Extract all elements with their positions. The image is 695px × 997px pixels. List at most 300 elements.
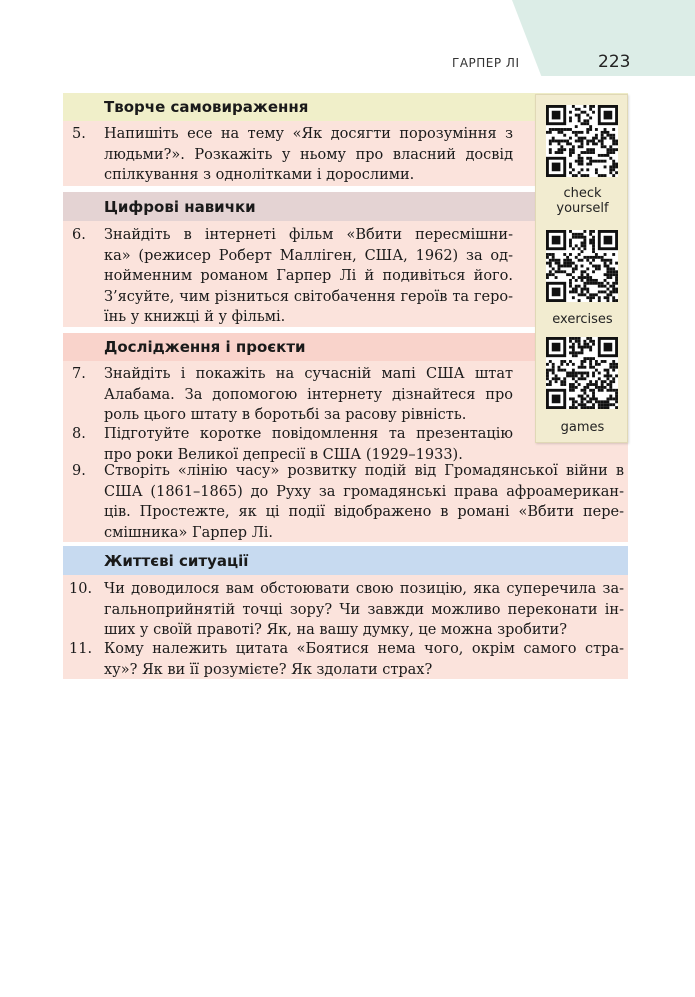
qr-module bbox=[572, 386, 575, 389]
qr-module bbox=[581, 351, 584, 354]
qr-module bbox=[592, 239, 595, 242]
text-line: ців. Простежте, як ці події відображено в романі «Вбити пере- bbox=[104, 504, 624, 520]
qr-module bbox=[612, 142, 615, 145]
qr-module bbox=[572, 148, 575, 151]
qr-module bbox=[604, 111, 613, 120]
qr-module bbox=[606, 288, 609, 291]
qr-module bbox=[615, 366, 618, 369]
qr-module bbox=[581, 242, 584, 245]
qr-label-games[interactable] bbox=[536, 420, 629, 435]
qr-module bbox=[569, 259, 572, 262]
qr-module bbox=[589, 128, 592, 131]
qr-module bbox=[583, 366, 586, 369]
qr-module bbox=[598, 140, 601, 143]
qr-module bbox=[592, 366, 595, 369]
qr-module bbox=[572, 383, 575, 386]
text-line: Кому належить цитата «Боятися нема чого, окрім самого стра- bbox=[104, 641, 624, 657]
qr-module bbox=[598, 285, 601, 288]
qr-module bbox=[592, 137, 595, 140]
qr-module bbox=[569, 374, 572, 377]
qr-module bbox=[595, 168, 598, 171]
qr-module bbox=[575, 337, 578, 340]
qr-module bbox=[604, 262, 607, 265]
qr-module bbox=[589, 397, 592, 400]
qr-module bbox=[563, 148, 566, 151]
qr-module bbox=[549, 265, 552, 268]
qr-module bbox=[569, 151, 572, 154]
qr-module bbox=[598, 406, 601, 409]
qr-module bbox=[604, 380, 607, 383]
qr-module bbox=[606, 265, 609, 268]
qr-code-icon[interactable] bbox=[546, 230, 618, 302]
qr-module bbox=[566, 128, 569, 131]
qr-module bbox=[575, 256, 578, 259]
qr-module bbox=[575, 288, 578, 291]
qr-module bbox=[549, 148, 552, 151]
qr-module bbox=[609, 145, 612, 148]
qr-module bbox=[615, 163, 618, 166]
qr-module bbox=[609, 134, 612, 137]
qr-module bbox=[555, 374, 558, 377]
qr-module bbox=[606, 369, 609, 372]
qr-module bbox=[586, 174, 589, 177]
qr-module bbox=[581, 131, 584, 134]
qr-module bbox=[601, 386, 604, 389]
qr-module bbox=[589, 293, 592, 296]
qr-module bbox=[581, 360, 584, 363]
qr-module bbox=[606, 259, 609, 262]
qr-label-check-yourself[interactable] bbox=[536, 186, 629, 216]
qr-module bbox=[601, 134, 604, 137]
qr-module bbox=[606, 151, 609, 154]
qr-module bbox=[609, 383, 612, 386]
qr-module bbox=[595, 386, 598, 389]
qr-module bbox=[546, 276, 549, 279]
qr-module bbox=[578, 351, 581, 354]
qr-module bbox=[578, 160, 581, 163]
qr-module bbox=[589, 366, 592, 369]
qr-module bbox=[578, 154, 581, 157]
qr-module bbox=[609, 386, 612, 389]
qr-module bbox=[581, 366, 584, 369]
qr-module bbox=[589, 148, 592, 151]
qr-module bbox=[558, 265, 561, 268]
task-text bbox=[104, 424, 513, 465]
qr-module bbox=[604, 296, 607, 299]
qr-module bbox=[575, 131, 578, 134]
qr-module bbox=[595, 267, 598, 270]
qr-module bbox=[604, 253, 607, 256]
qr-module bbox=[572, 267, 575, 270]
qr-module bbox=[615, 400, 618, 403]
qr-module bbox=[598, 372, 601, 375]
qr-module bbox=[592, 383, 595, 386]
qr-module bbox=[609, 276, 612, 279]
qr-module bbox=[589, 357, 592, 360]
qr-module bbox=[589, 340, 592, 343]
qr-module bbox=[581, 279, 584, 282]
qr-module bbox=[581, 346, 584, 349]
qr-module bbox=[583, 244, 586, 247]
qr-module bbox=[612, 285, 615, 288]
qr-module bbox=[595, 128, 598, 131]
qr-module bbox=[560, 151, 563, 154]
qr-module bbox=[604, 128, 607, 131]
qr-module bbox=[598, 386, 601, 389]
qr-module bbox=[612, 290, 615, 293]
qr-module bbox=[569, 290, 572, 293]
qr-module bbox=[612, 160, 615, 163]
section-header-life bbox=[63, 546, 628, 575]
qr-module bbox=[604, 259, 607, 262]
qr-module bbox=[592, 270, 595, 273]
qr-module bbox=[615, 389, 618, 392]
qr-module bbox=[578, 340, 581, 343]
qr-module bbox=[546, 262, 549, 265]
text-line: Напишіть есе на тему «Як досягти порозуміння з bbox=[104, 126, 513, 142]
task-text bbox=[104, 124, 513, 186]
qr-module bbox=[552, 343, 561, 352]
qr-module bbox=[572, 288, 575, 291]
qr-module bbox=[575, 380, 578, 383]
qr-module bbox=[575, 285, 578, 288]
qr-module bbox=[601, 383, 604, 386]
qr-module bbox=[604, 174, 607, 177]
qr-module bbox=[615, 397, 618, 400]
qr-module bbox=[592, 403, 595, 406]
qr-module bbox=[609, 389, 612, 392]
qr-module bbox=[601, 400, 604, 403]
qr-module bbox=[604, 374, 607, 377]
qr-module bbox=[606, 282, 609, 285]
qr-module bbox=[592, 397, 595, 400]
qr-module bbox=[572, 131, 575, 134]
qr-label-exercises[interactable] bbox=[536, 312, 629, 327]
qr-module bbox=[581, 250, 584, 253]
text-line: їнь у книжці й у фільмі. bbox=[104, 309, 286, 325]
qr-module bbox=[575, 160, 578, 163]
qr-module bbox=[575, 174, 578, 177]
qr-module bbox=[595, 253, 598, 256]
qr-module bbox=[581, 233, 584, 236]
qr-module bbox=[581, 270, 584, 273]
qr-module bbox=[583, 174, 586, 177]
qr-module bbox=[558, 128, 561, 131]
qr-module bbox=[589, 360, 592, 363]
qr-module bbox=[592, 160, 595, 163]
qr-module bbox=[578, 157, 581, 160]
qr-module bbox=[601, 403, 604, 406]
qr-module bbox=[606, 134, 609, 137]
qr-module bbox=[612, 140, 615, 143]
qr-module bbox=[586, 374, 589, 377]
qr-module bbox=[572, 377, 575, 380]
qr-code-exercises bbox=[546, 230, 618, 302]
qr-module bbox=[589, 346, 592, 349]
qr-module bbox=[595, 134, 598, 137]
qr-module bbox=[558, 151, 561, 154]
qr-module bbox=[581, 293, 584, 296]
qr-module bbox=[612, 377, 615, 380]
qr-module bbox=[552, 377, 555, 380]
qr-module bbox=[552, 259, 555, 262]
qr-module bbox=[583, 406, 586, 409]
text-line: Знайдіть в інтернеті фільм «Вбити пересмішни- bbox=[104, 227, 513, 243]
qr-module bbox=[575, 125, 578, 128]
qr-module bbox=[575, 114, 578, 117]
task-text bbox=[104, 461, 624, 543]
qr-module bbox=[595, 383, 598, 386]
qr-module bbox=[581, 259, 584, 262]
section-body-life bbox=[63, 575, 628, 679]
qr-module bbox=[555, 262, 558, 265]
qr-module bbox=[560, 131, 563, 134]
qr-module bbox=[586, 282, 589, 285]
qr-module bbox=[586, 372, 589, 375]
qr-module bbox=[586, 142, 589, 145]
qr-module bbox=[575, 233, 578, 236]
qr-module bbox=[583, 360, 586, 363]
qr-module bbox=[572, 369, 575, 372]
qr-module bbox=[604, 137, 607, 140]
qr-module bbox=[569, 397, 572, 400]
qr-module bbox=[592, 242, 595, 245]
qr-module bbox=[589, 363, 592, 366]
qr-module bbox=[586, 114, 589, 117]
qr-module bbox=[589, 230, 592, 233]
qr-module bbox=[606, 377, 609, 380]
qr-module bbox=[612, 273, 615, 276]
qr-module bbox=[569, 239, 572, 242]
text-line: ших у своїй правоті? Як, на вашу думку, це можна зробити? bbox=[104, 622, 567, 638]
qr-module bbox=[575, 140, 578, 143]
qr-module bbox=[581, 168, 584, 171]
qr-module bbox=[586, 383, 589, 386]
qr-module bbox=[572, 151, 575, 154]
qr-module bbox=[601, 259, 604, 262]
qr-module bbox=[592, 374, 595, 377]
qr-module bbox=[604, 290, 607, 293]
qr-module bbox=[601, 154, 604, 157]
qr-module bbox=[558, 140, 561, 143]
qr-module bbox=[578, 171, 581, 174]
qr-module bbox=[581, 377, 584, 380]
qr-module bbox=[569, 171, 572, 174]
qr-module bbox=[569, 282, 572, 285]
qr-module bbox=[615, 290, 618, 293]
qr-module bbox=[546, 383, 549, 386]
qr-module bbox=[569, 279, 572, 282]
qr-module bbox=[595, 400, 598, 403]
qr-module bbox=[578, 343, 581, 346]
qr-module bbox=[604, 406, 607, 409]
qr-module bbox=[581, 151, 584, 154]
qr-module bbox=[583, 340, 586, 343]
qr-module bbox=[578, 131, 581, 134]
qr-module bbox=[583, 151, 586, 154]
qr-module bbox=[592, 395, 595, 398]
qr-module bbox=[595, 279, 598, 282]
text-line: З’ясуйте, чим різниться світобачення героїв та геро- bbox=[104, 288, 513, 305]
qr-module bbox=[572, 233, 575, 236]
qr-label-line: games bbox=[560, 420, 605, 435]
qr-module bbox=[606, 400, 609, 403]
qr-module bbox=[581, 406, 584, 409]
qr-module bbox=[583, 377, 586, 380]
qr-module bbox=[589, 239, 592, 242]
task-number: 6. bbox=[72, 227, 86, 243]
qr-module bbox=[549, 253, 552, 256]
qr-module bbox=[572, 247, 575, 250]
qr-module bbox=[609, 157, 612, 160]
qr-module bbox=[549, 380, 552, 383]
qr-module bbox=[612, 397, 615, 400]
qr-module bbox=[578, 293, 581, 296]
qr-module bbox=[581, 403, 584, 406]
qr-module bbox=[581, 349, 584, 352]
qr-module bbox=[552, 137, 555, 140]
qr-module bbox=[606, 383, 609, 386]
qr-module bbox=[606, 374, 609, 377]
qr-module bbox=[569, 262, 572, 265]
qr-module bbox=[558, 262, 561, 265]
qr-module bbox=[560, 148, 563, 151]
qr-module bbox=[604, 369, 607, 372]
qr-module bbox=[569, 337, 572, 340]
qr-module bbox=[581, 157, 584, 160]
qr-module bbox=[612, 369, 615, 372]
qr-module bbox=[581, 395, 584, 398]
qr-module bbox=[592, 244, 595, 247]
qr-module bbox=[581, 363, 584, 366]
qr-module bbox=[558, 142, 561, 145]
qr-module bbox=[589, 242, 592, 245]
qr-module bbox=[604, 145, 607, 148]
qr-module bbox=[589, 383, 592, 386]
qr-module bbox=[572, 296, 575, 299]
qr-module bbox=[604, 400, 607, 403]
qr-module bbox=[598, 160, 601, 163]
qr-module bbox=[569, 148, 572, 151]
qr-module bbox=[612, 163, 615, 166]
qr-module bbox=[581, 122, 584, 125]
qr-module bbox=[609, 165, 612, 168]
qr-module bbox=[586, 131, 589, 134]
qr-module bbox=[575, 386, 578, 389]
qr-module bbox=[592, 148, 595, 151]
qr-module bbox=[549, 273, 552, 276]
qr-module bbox=[575, 400, 578, 403]
qr-module bbox=[586, 168, 589, 171]
qr-module bbox=[589, 296, 592, 299]
qr-module bbox=[549, 360, 552, 363]
qr-module bbox=[572, 403, 575, 406]
qr-module bbox=[572, 290, 575, 293]
qr-module bbox=[583, 397, 586, 400]
qr-module bbox=[578, 163, 581, 166]
qr-module bbox=[615, 140, 618, 143]
qr-module bbox=[612, 128, 615, 131]
qr-module bbox=[586, 259, 589, 262]
running-title: ГАРПЕР ЛІ bbox=[452, 56, 520, 70]
qr-module bbox=[566, 374, 569, 377]
qr-module bbox=[606, 154, 609, 157]
qr-module bbox=[569, 244, 572, 247]
qr-module bbox=[572, 363, 575, 366]
qr-module bbox=[569, 383, 572, 386]
qr-module bbox=[560, 128, 563, 131]
qr-module bbox=[586, 406, 589, 409]
qr-module bbox=[546, 256, 549, 259]
qr-module bbox=[612, 366, 615, 369]
qr-module bbox=[612, 168, 615, 171]
qr-module bbox=[581, 288, 584, 291]
qr-module bbox=[612, 137, 615, 140]
qr-module bbox=[615, 171, 618, 174]
qr-module bbox=[569, 340, 572, 343]
qr-module bbox=[581, 137, 584, 140]
qr-module bbox=[615, 406, 618, 409]
qr-module bbox=[586, 256, 589, 259]
qr-code-icon[interactable] bbox=[546, 337, 618, 409]
qr-module bbox=[592, 250, 595, 253]
qr-module bbox=[549, 270, 552, 273]
qr-module bbox=[615, 276, 618, 279]
qr-module bbox=[601, 145, 604, 148]
qr-code-icon[interactable] bbox=[546, 105, 618, 177]
qr-module bbox=[601, 380, 604, 383]
task-number: 8. bbox=[72, 426, 86, 442]
qr-module bbox=[592, 357, 595, 360]
qr-module bbox=[578, 337, 581, 340]
qr-module bbox=[583, 285, 586, 288]
qr-module bbox=[575, 372, 578, 375]
qr-module bbox=[612, 165, 615, 168]
qr-module bbox=[595, 282, 598, 285]
qr-module bbox=[575, 267, 578, 270]
qr-module bbox=[586, 128, 589, 131]
qr-module bbox=[598, 290, 601, 293]
qr-module bbox=[578, 372, 581, 375]
qr-module bbox=[604, 265, 607, 268]
qr-module bbox=[578, 117, 581, 120]
qr-module bbox=[612, 299, 615, 302]
qr-module bbox=[583, 282, 586, 285]
text-line: ху»? Як ви її розумієте? Як здолати страх? bbox=[104, 661, 433, 678]
qr-module bbox=[589, 282, 592, 285]
qr-module bbox=[612, 360, 615, 363]
qr-module bbox=[598, 296, 601, 299]
qr-module bbox=[558, 267, 561, 270]
qr-module bbox=[575, 108, 578, 111]
qr-module bbox=[581, 163, 584, 166]
qr-module bbox=[586, 119, 589, 122]
qr-module bbox=[552, 288, 561, 297]
qr-module bbox=[566, 140, 569, 143]
qr-module bbox=[589, 125, 592, 128]
qr-module bbox=[578, 366, 581, 369]
qr-module bbox=[604, 154, 607, 157]
qr-module bbox=[583, 230, 586, 233]
qr-code-games bbox=[546, 337, 618, 409]
qr-module bbox=[606, 406, 609, 409]
qr-module bbox=[552, 256, 555, 259]
qr-module bbox=[586, 400, 589, 403]
qr-module bbox=[578, 346, 581, 349]
qr-module bbox=[592, 259, 595, 262]
qr-module bbox=[563, 134, 566, 137]
qr-module bbox=[572, 343, 575, 346]
